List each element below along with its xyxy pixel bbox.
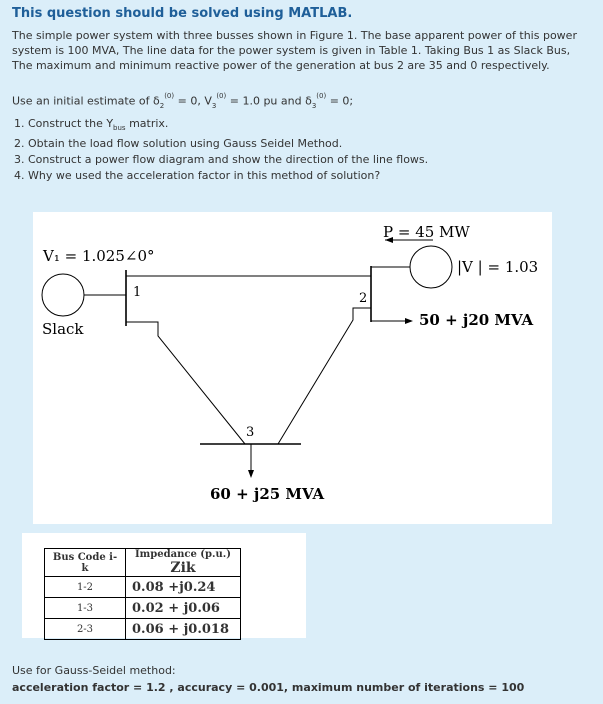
line-data-table-box bbox=[22, 533, 306, 638]
task-item: 1. Construct the $Y_{bus}$ matrix. bbox=[28, 116, 428, 136]
power-system-figure bbox=[33, 212, 552, 524]
bus-code-cell: 1-3 bbox=[45, 598, 126, 619]
line-data-table bbox=[44, 548, 241, 640]
one-line-diagram bbox=[33, 212, 552, 524]
line-1-3 bbox=[126, 322, 245, 444]
task-item: 3. Construct a power flow diagram and show the direction of the line flows. bbox=[28, 152, 428, 168]
impedance-cell: 0.06 + j0.018 bbox=[126, 619, 241, 640]
table-row bbox=[45, 577, 241, 598]
task-item: 4. Why we used the acceleration factor in this method of solution? bbox=[28, 168, 428, 184]
load3-label: 60 + j25 MVA bbox=[210, 485, 325, 503]
generator-2-icon bbox=[410, 246, 452, 288]
gauss-seidel-note: Use for Gauss-Seidel method: bbox=[12, 664, 176, 677]
col-bus-code: Bus Code i-k bbox=[45, 549, 126, 577]
col-impedance: Impedance (p.u.) Zik bbox=[126, 549, 241, 577]
question-title: This question should be solved using MATLAB. bbox=[12, 6, 353, 21]
slack-label: Slack bbox=[42, 320, 84, 338]
bus-2-label: 2 bbox=[359, 291, 368, 306]
generator-1-icon bbox=[42, 274, 84, 316]
task-item: 2. Obtain the load flow solution using Gauss Seidel Method. bbox=[28, 136, 428, 152]
impedance-cell: 0.02 + j0.06 bbox=[126, 598, 241, 619]
table-header-row bbox=[45, 549, 241, 577]
bus-1-label: 1 bbox=[133, 285, 142, 300]
p-label: P = 45 MW bbox=[383, 223, 470, 241]
load2-arrowhead bbox=[405, 318, 413, 324]
bus-code-cell: 2-3 bbox=[45, 619, 126, 640]
table-row bbox=[45, 619, 241, 640]
v1-label: V₁ = 1.025∠0° bbox=[43, 247, 155, 265]
v-magnitude-label: |V | = 1.03 bbox=[457, 258, 539, 276]
gauss-seidel-params: acceleration factor = 1.2 , accuracy = 0.001, maximum number of iterations = 100 bbox=[12, 681, 525, 694]
problem-description: The simple power system with three busses shown in Figure 1. The base apparent power of this power system is 100 MVA, The line data for the power system is given in Table 1. Taking Bus 1 as Slack Bus, The maximum and minimum reactive power of the generation at bus 2 are 35 and 0 respectively. bbox=[12, 29, 577, 72]
bus-code-cell: 1-2 bbox=[45, 577, 126, 598]
load2-label: 50 + j20 MVA bbox=[419, 311, 534, 329]
load3-arrowhead bbox=[248, 470, 254, 478]
impedance-cell: 0.08 +j0.24 bbox=[126, 577, 241, 598]
table-row bbox=[45, 598, 241, 619]
line-2-3 bbox=[278, 308, 371, 444]
initial-estimate: Use an initial estimate of $\delta_2^{(0)} = 0$, $V_3^{(0)} = 1.0$ pu and $\delta_3^{(0)} = 0$; bbox=[12, 92, 354, 110]
task-list bbox=[8, 116, 428, 184]
bus-3-label: 3 bbox=[246, 425, 255, 440]
